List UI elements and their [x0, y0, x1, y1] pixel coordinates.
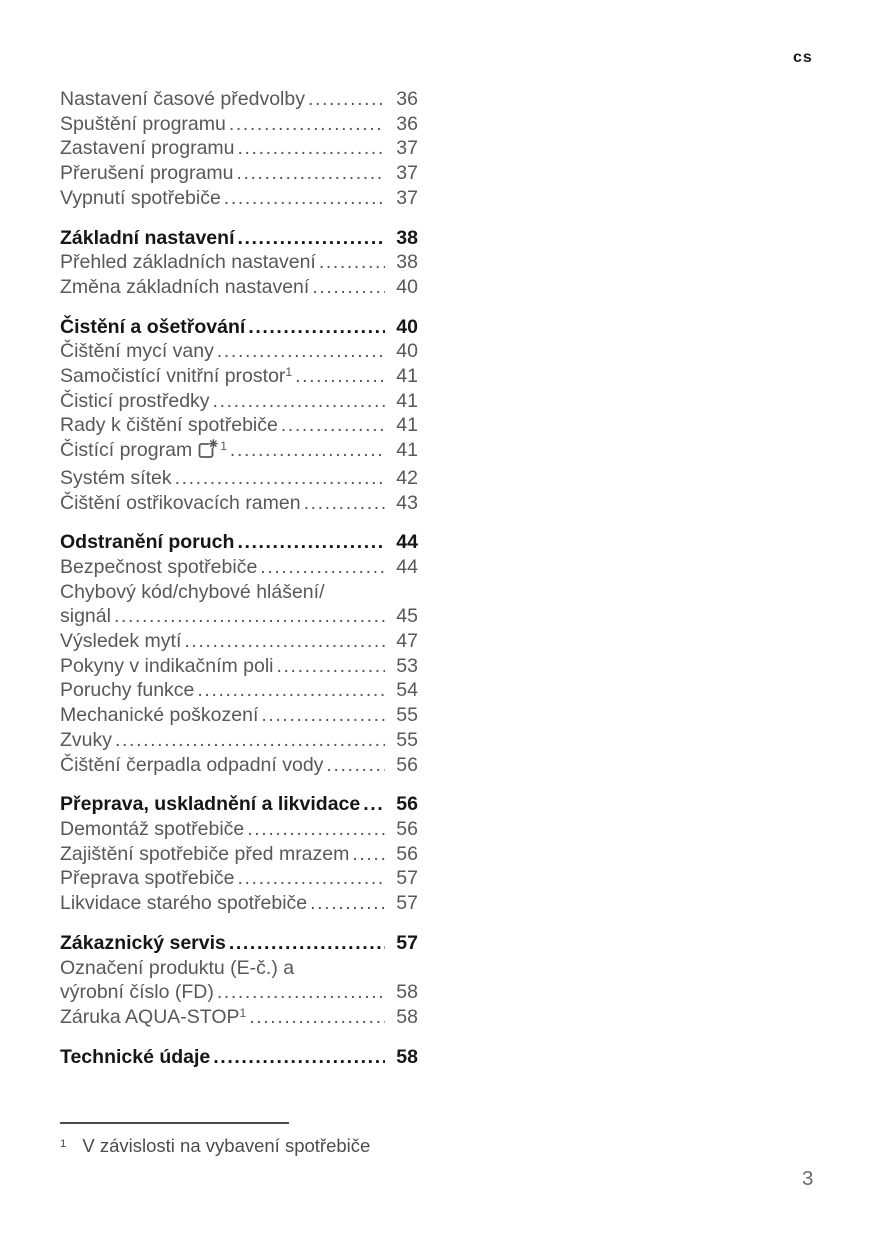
toc-entry-labelwrap [60, 186, 221, 211]
dot-leader [210, 1045, 385, 1070]
toc-entry [60, 413, 418, 438]
toc-section-heading [60, 315, 418, 340]
toc-entry [60, 1005, 418, 1030]
page-ref: 57 [396, 892, 418, 915]
toc-entry [60, 956, 418, 1005]
toc-entry-labelwrap [60, 842, 349, 867]
dot-leader [226, 112, 385, 137]
toc-section-heading [60, 792, 418, 817]
page-ref: 56 [396, 753, 418, 776]
toc-entry-label: Demontáž spotřebiče [60, 817, 245, 840]
toc-entry-label: Zajištění spotřebiče před mrazem [60, 842, 350, 865]
toc-entry-label: Čištění čerpadla odpadní vody [60, 753, 324, 776]
footnote [60, 1122, 400, 1157]
dot-leader [172, 466, 385, 491]
dot-leader [214, 980, 385, 1005]
page-ref: 57 [396, 931, 418, 954]
dot-leader [246, 1005, 385, 1030]
toc-entry [60, 491, 418, 516]
toc-entry-label: Výsledek mytí [60, 630, 182, 653]
footnote-marker: 1 [60, 1138, 67, 1150]
page-number: 3 [802, 1167, 814, 1190]
toc-entry-label: Přeprava spotřebiče [60, 867, 235, 890]
toc-entry-label: Čištění ostřikovacích ramen [60, 491, 301, 514]
dot-leader [233, 161, 385, 186]
toc-entry [60, 678, 418, 703]
toc-entry-labelwrap [60, 339, 214, 364]
toc-entry-label: Poruchy funkce [60, 679, 195, 702]
toc-entry-labelwrap [60, 817, 244, 842]
dot-leader [278, 413, 385, 438]
page-ref: 58 [396, 1045, 418, 1068]
toc-entry-label: Likvidace starého spotřebiče [60, 892, 308, 915]
toc-entry-labelwrap [60, 891, 307, 916]
page-ref: 56 [396, 793, 418, 816]
page-ref: 41 [396, 414, 418, 437]
dot-leader [221, 186, 385, 211]
page-ref: 37 [396, 137, 418, 160]
toc-entry-label: Nastavení časové předvolby [60, 88, 305, 110]
toc-entry-label: výrobní číslo (FD) [60, 981, 214, 1004]
dot-leader [274, 654, 385, 679]
dot-leader [292, 364, 385, 389]
dot-leader [245, 315, 385, 340]
dot-leader [244, 817, 385, 842]
toc-entry [60, 186, 418, 211]
toc-entry-labelwrap [60, 364, 292, 389]
toc-entry [60, 580, 418, 629]
toc-heading-label: Čistění a ošetřování [60, 315, 246, 338]
footnote-text [60, 1135, 400, 1157]
page-ref: 45 [396, 605, 418, 628]
toc-entry [60, 866, 418, 891]
toc [60, 87, 418, 1069]
toc-entry-label: Rady k čištění spotřebiče [60, 414, 278, 437]
dot-leader [257, 555, 385, 580]
toc-entry [60, 703, 418, 728]
toc-entry [60, 389, 418, 414]
toc-entry [60, 136, 418, 161]
page-ref: 41 [396, 389, 418, 412]
page-ref: 58 [396, 981, 418, 1004]
toc-entry-labelwrap [60, 866, 235, 891]
toc-heading-label: Přeprava, uskladnění a likvidace [60, 793, 361, 816]
toc-entry-labelwrap [60, 466, 172, 491]
toc-heading-label: Technické údaje [60, 1045, 211, 1068]
footnote-label: V závislosti na vybavení spotřebiče [82, 1135, 371, 1156]
dot-leader [305, 87, 385, 112]
toc-heading-label: Základní nastavení [60, 226, 235, 249]
dot-leader [301, 491, 385, 516]
dot-leader [227, 438, 385, 463]
toc-entry-line1 [60, 580, 418, 605]
toc-entry-label: Označení produktu (E-č.) a [60, 956, 295, 979]
toc-entry [60, 891, 418, 916]
toc-entry-label: Vypnutí spotřebiče [60, 186, 221, 209]
toc-entry-line1 [60, 956, 418, 981]
page-ref: 38 [396, 226, 418, 249]
toc-entry-label: Systém sítek [60, 466, 172, 489]
page-ref: 56 [396, 817, 418, 840]
toc-entry-line2 [60, 604, 418, 629]
toc-entry-labelwrap [60, 703, 258, 728]
toc-entry-labelwrap [60, 678, 194, 703]
toc-section-heading [60, 931, 418, 956]
page-ref: 53 [396, 654, 418, 677]
toc-section-heading [60, 226, 418, 251]
page-ref: 58 [396, 1005, 418, 1028]
toc-entry-label: Zastavení programu [60, 137, 235, 160]
page-ref: 57 [396, 867, 418, 890]
toc-entry-labelwrap [60, 555, 257, 580]
toc-entry [60, 842, 418, 867]
page-ref: 37 [396, 162, 418, 185]
page-ref: 47 [396, 630, 418, 653]
page-ref: 40 [396, 340, 418, 363]
toc-section-heading [60, 530, 418, 555]
toc-entry-label: Mechanické poškození [60, 704, 259, 727]
toc-entry-labelwrap [60, 250, 316, 275]
language-code: cs [793, 49, 813, 66]
toc-entry-label: Změna základních nastavení [60, 275, 310, 298]
toc-entry-line2 [60, 980, 418, 1005]
cleaning-program-icon [198, 439, 218, 466]
dot-leader [235, 866, 385, 891]
page-ref: 36 [396, 88, 418, 110]
toc-entry-labelwrap [60, 112, 226, 137]
toc-entry-labelwrap [60, 491, 301, 516]
toc-entry-label: Přerušení programu [60, 162, 234, 185]
toc-entry-label: Spuštění programu [60, 112, 226, 135]
page-ref: 41 [396, 439, 418, 462]
dot-leader [360, 792, 385, 817]
page-ref: 42 [396, 466, 418, 489]
dot-leader [323, 753, 385, 778]
dot-leader [181, 629, 385, 654]
toc-entry [60, 817, 418, 842]
footnote-ref: 1 [285, 365, 293, 380]
page-ref: 55 [396, 728, 418, 751]
toc-entry-labelwrap [60, 413, 278, 438]
dot-leader [111, 604, 385, 629]
toc-entry-label: Čištění mycí vany [60, 340, 214, 363]
dot-leader [234, 226, 385, 251]
toc-entry-labelwrap [60, 1005, 246, 1030]
dot-leader [349, 842, 385, 867]
dot-leader [226, 931, 385, 956]
page-ref: 44 [396, 555, 418, 578]
dot-leader [307, 891, 385, 916]
page-ref: 54 [396, 679, 418, 702]
toc-entry-label: Čisticí prostředky [60, 389, 210, 412]
toc-entry [60, 161, 418, 186]
dot-leader [234, 530, 385, 555]
toc-entry-labelwrap [60, 136, 235, 161]
toc-entry [60, 438, 418, 466]
toc-entry [60, 753, 418, 778]
page-ref: 36 [396, 112, 418, 135]
toc-entry [60, 555, 418, 580]
toc-entry-labelwrap [60, 629, 181, 654]
toc-entry-labelwrap [60, 87, 305, 112]
page-ref: 37 [396, 186, 418, 209]
toc-section-heading [60, 1045, 418, 1070]
page-ref: 55 [396, 704, 418, 727]
toc-entry-labelwrap [60, 438, 227, 466]
page-ref: 43 [396, 491, 418, 514]
dot-leader [309, 275, 385, 300]
dot-leader [316, 250, 385, 275]
toc-entry-labelwrap [60, 728, 112, 753]
page-ref: 41 [396, 365, 418, 388]
toc-heading-label: Zákaznický servis [60, 931, 226, 954]
toc-entry-label: Samočistící vnitřní prostor [60, 365, 286, 388]
toc-entry-label: Čistící program [60, 439, 193, 462]
toc-entry [60, 250, 418, 275]
footnote-rule [60, 1122, 289, 1124]
footnote-ref: 1 [220, 439, 227, 454]
dot-leader [112, 728, 385, 753]
page-ref: 40 [396, 275, 418, 298]
toc-entry [60, 112, 418, 137]
toc-entry [60, 339, 418, 364]
toc-entry [60, 364, 418, 389]
dot-leader [214, 339, 385, 364]
toc-entry-label: Chybový kód/chybové hlášení/ [60, 580, 325, 603]
toc-entry [60, 728, 418, 753]
toc-entry-label: Bezpečnost spotřebiče [60, 555, 258, 578]
dot-leader [210, 389, 385, 414]
dot-leader [235, 136, 385, 161]
toc-entry-label: Pokyny v indikačním poli [60, 654, 274, 677]
toc-entry [60, 654, 418, 679]
toc-entry [60, 275, 418, 300]
toc-entry-labelwrap [60, 275, 309, 300]
dot-leader [194, 678, 385, 703]
toc-entry-label: Zvuky [60, 728, 113, 751]
toc-entry-label: signál [60, 605, 111, 628]
page-ref: 44 [396, 531, 418, 554]
page-ref: 38 [396, 251, 418, 274]
toc-entry-labelwrap [60, 161, 233, 186]
toc-entry [60, 629, 418, 654]
toc-entry-label: Záruka AQUA-STOP [60, 1005, 240, 1028]
page-ref: 40 [396, 315, 418, 338]
toc-entry [60, 466, 418, 491]
toc-entry-labelwrap [60, 753, 323, 778]
toc-entry-label: Přehled základních nastavení [60, 251, 316, 274]
toc-entry-labelwrap [60, 389, 210, 414]
toc-heading-label: Odstranění poruch [60, 531, 235, 554]
dot-leader [258, 703, 385, 728]
footnote-ref: 1 [239, 1005, 247, 1020]
toc-entry-labelwrap [60, 654, 274, 679]
toc-entry [60, 87, 418, 112]
page-ref: 56 [396, 842, 418, 865]
